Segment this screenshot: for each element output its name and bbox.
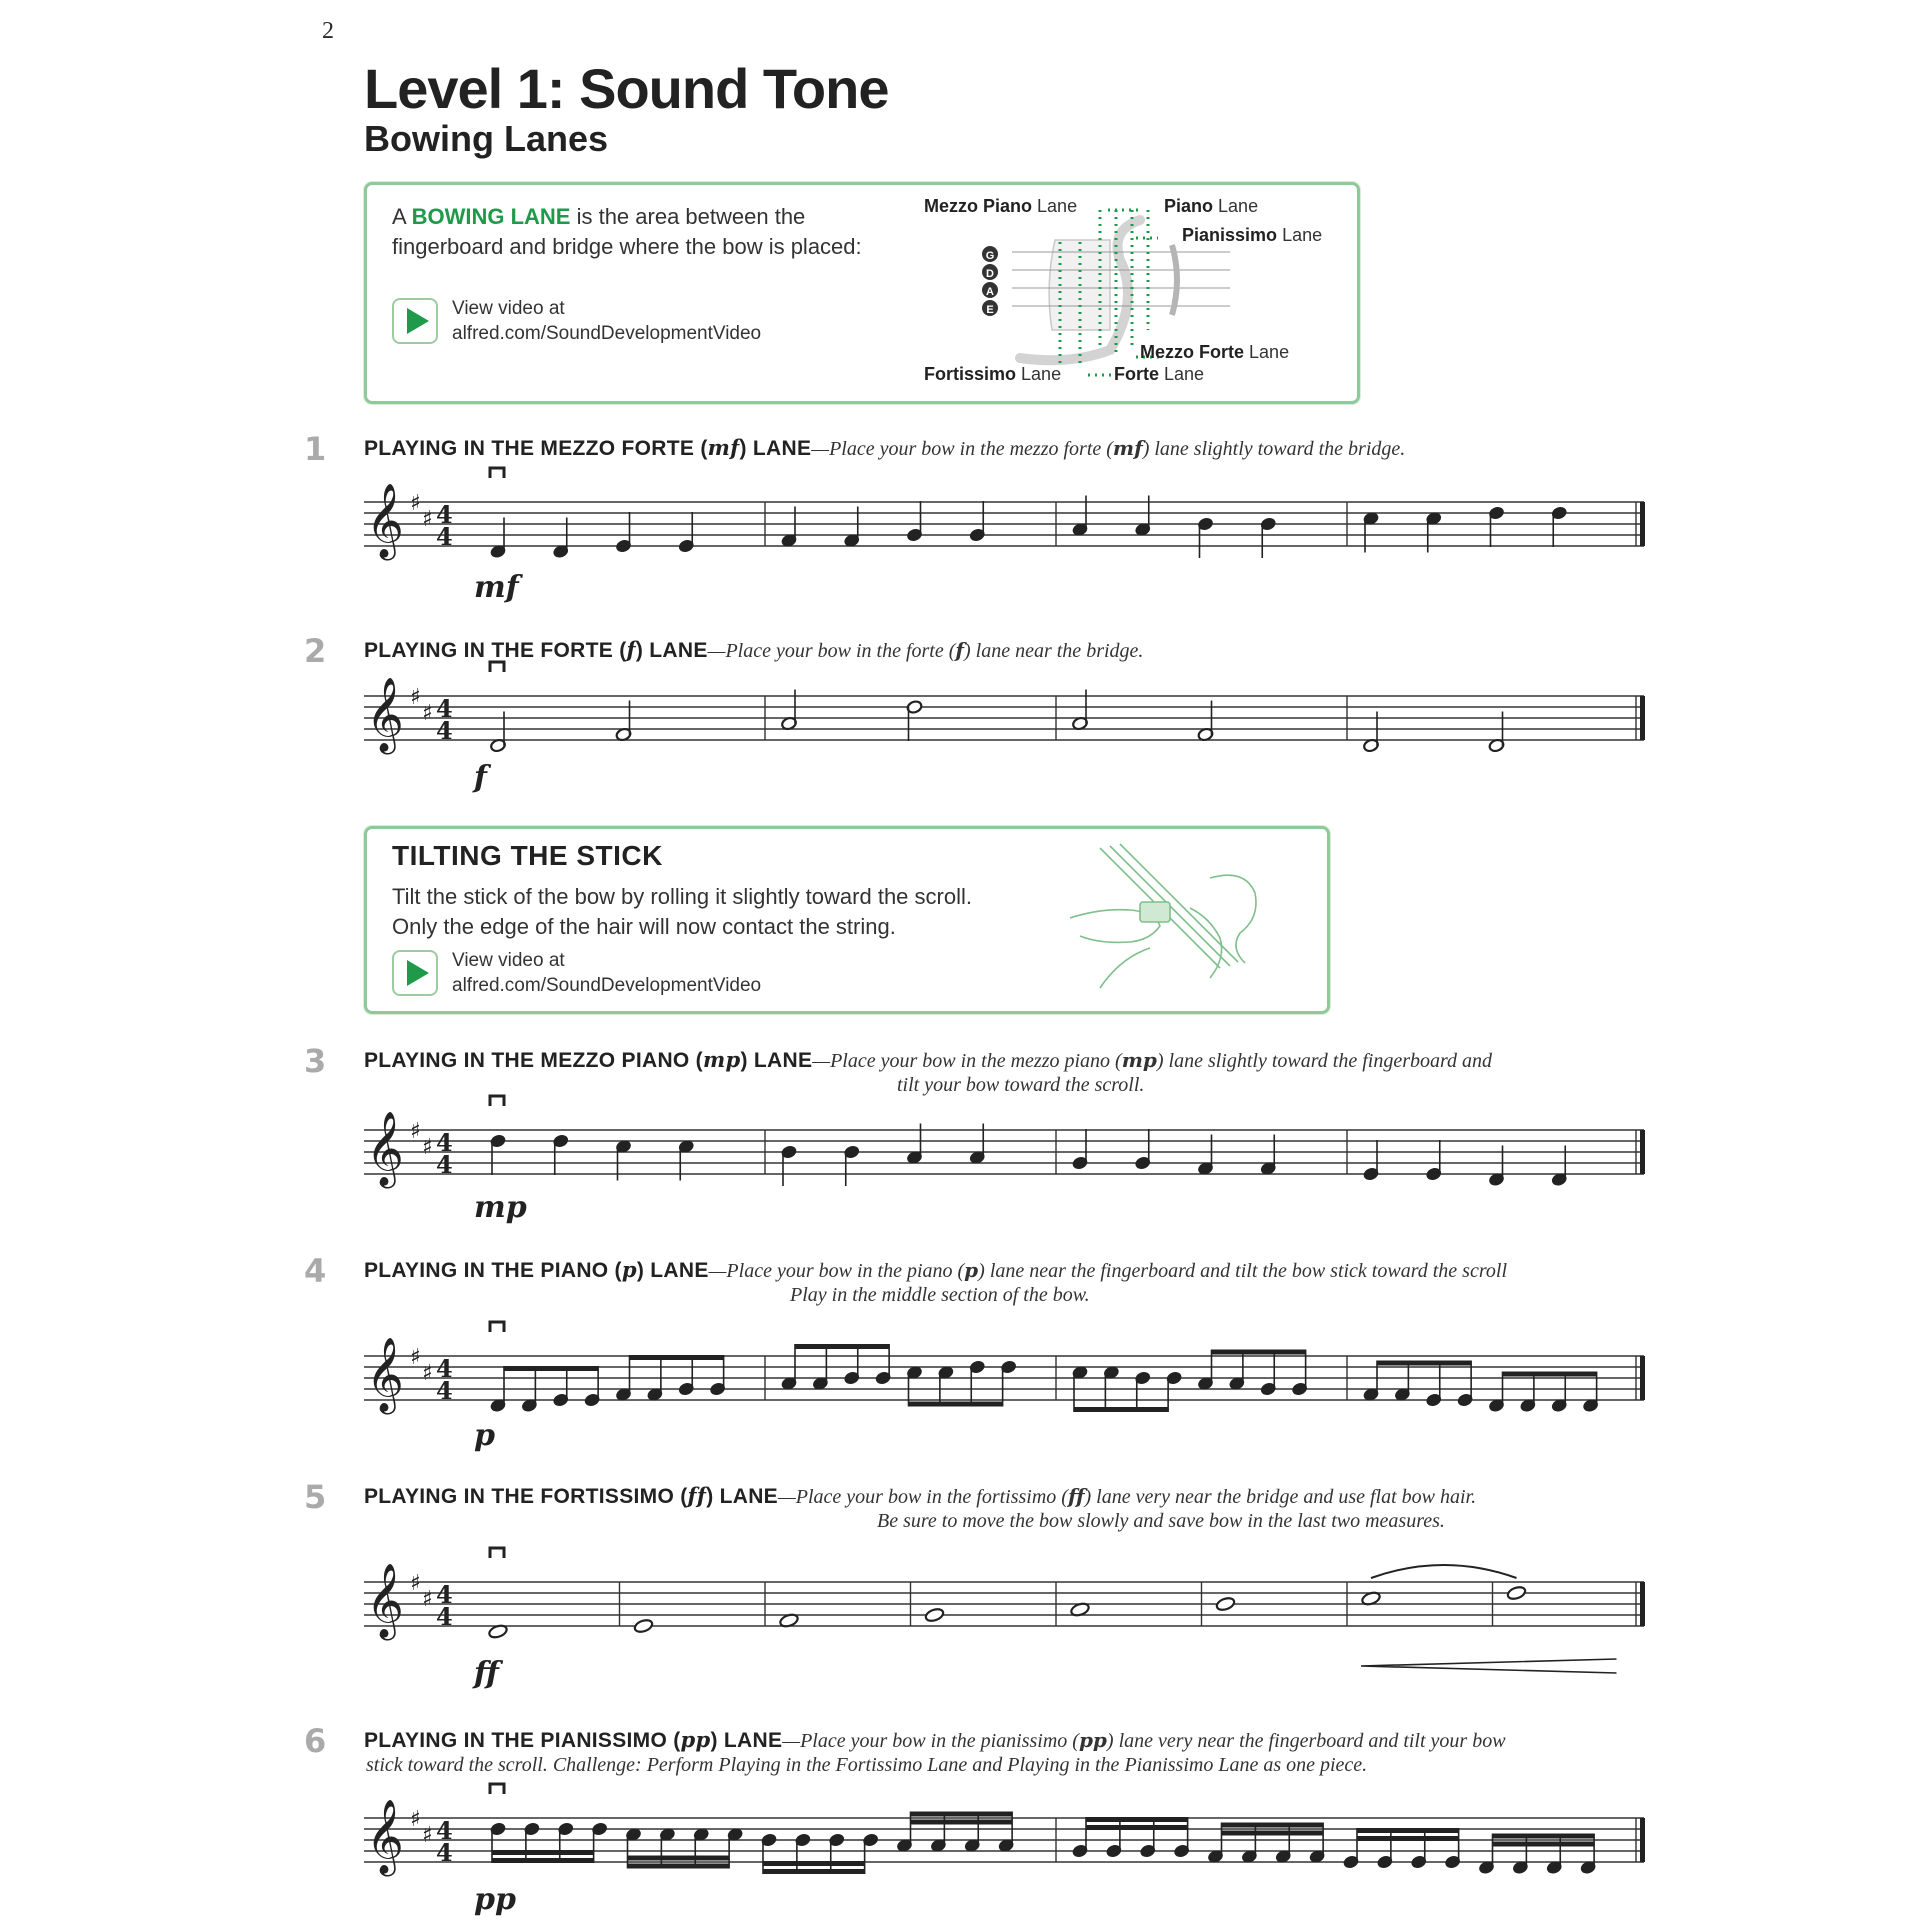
exercise-title: PLAYING IN THE FORTISSIMO ( [364, 1485, 688, 1508]
note-head [1215, 1596, 1235, 1612]
beam [1222, 1831, 1324, 1836]
beam [1357, 1836, 1459, 1841]
exercise-title: ) LANE [706, 1485, 778, 1508]
time-signature-top: 4 [436, 1816, 453, 1845]
beam [628, 1864, 730, 1869]
treble-clef-icon: 𝄞 [366, 1112, 404, 1186]
exercise-instruction: ) lane very near the fingerboard and tilt your bow [1106, 1730, 1506, 1752]
lane-label-forte: Forte Lane [1114, 364, 1205, 384]
sharp-icon: ♯ [422, 1823, 433, 1848]
page-title: Level 1: Sound Tone [364, 57, 889, 120]
definition-text: A [392, 204, 412, 229]
final-barline-thick [1640, 1356, 1645, 1400]
time-signature-bottom: 4 [436, 1602, 453, 1631]
dynamic-symbol: ff [687, 1483, 707, 1508]
final-barline-thick [1640, 502, 1645, 546]
dynamic-marking: f [474, 760, 487, 795]
note-head [1506, 1585, 1526, 1601]
sharp-icon: ♯ [422, 1361, 433, 1386]
exercise-instruction: —Place your bow in the pianissimo ( [782, 1730, 1079, 1752]
page-subtitle: Bowing Lanes [364, 118, 609, 159]
final-barline-thick [1640, 1130, 1645, 1174]
time-signature-top: 4 [436, 694, 453, 723]
exercise-title: ) LANE [740, 1049, 813, 1072]
staff-5 [364, 1548, 1645, 1673]
bowing-lane-term: BOWING LANE [411, 204, 571, 229]
time-signature-bottom: 4 [436, 1838, 453, 1867]
dynamic-symbol: pp [1078, 1728, 1107, 1752]
exercise-title: PLAYING IN THE MEZZO FORTE ( [364, 437, 708, 460]
exercise-instruction: —Place your bow in the mezzo forte ( [811, 438, 1113, 460]
exercise-number: 4 [304, 1252, 327, 1290]
staff-3 [364, 1096, 1645, 1189]
exercise-number: 2 [304, 632, 327, 670]
time-signature-top: 4 [436, 1354, 453, 1383]
beam [1222, 1823, 1324, 1828]
lane-label-pianissimo: Pianissimo Lane [1182, 225, 1323, 245]
staff-6 [364, 1784, 1645, 1877]
string-letter: G [985, 250, 995, 262]
dynamic-marking: pp [474, 1882, 516, 1917]
dynamic-symbol: mf [1112, 436, 1143, 460]
beam [1493, 1842, 1595, 1847]
time-signature-top: 4 [436, 500, 453, 529]
exercise-number: 5 [304, 1478, 327, 1516]
dynamic-symbol: mp [1121, 1048, 1157, 1072]
exercise-instruction: —Place your bow in the fortissimo ( [777, 1486, 1068, 1508]
dynamic-symbol: f [626, 637, 636, 662]
beam [1086, 1817, 1188, 1822]
sharp-icon: ♯ [410, 1345, 421, 1370]
page-number: 2 [322, 18, 334, 44]
exercise-instruction: ) lane near the bridge. [964, 640, 1144, 662]
exercise-instruction-line2: Be sure to move the bow slowly and save bow in the last two measures. [877, 1510, 1445, 1532]
exercise-instruction: ) lane slightly toward the fingerboard and [1156, 1050, 1493, 1072]
beam [628, 1856, 730, 1861]
staff-4 [364, 1322, 1645, 1415]
beam [911, 1812, 1013, 1817]
tilting-stick-line: Tilt the stick of the bow by rolling it slightly toward the scroll. [392, 884, 972, 909]
final-barline-thick [1640, 1818, 1645, 1862]
exercise-title: ) LANE [635, 639, 708, 662]
definition-text: fingerboard and bridge where the bow is placed: [392, 234, 862, 259]
beam [1357, 1828, 1459, 1833]
down-bow-icon [490, 1784, 504, 1794]
dynamic-marking: mf [474, 570, 519, 605]
beam [1377, 1361, 1471, 1366]
sharp-icon: ♯ [422, 1587, 433, 1612]
sharp-icon: ♯ [410, 1119, 421, 1144]
dynamic-symbol: mf [707, 435, 740, 460]
beam [492, 1850, 594, 1855]
beam [1074, 1407, 1168, 1412]
exercise-title: PLAYING IN THE PIANISSIMO ( [364, 1729, 681, 1752]
lane-label-mezzo-forte: Mezzo Forte Lane [1140, 342, 1290, 362]
final-barline-thick [1640, 1582, 1645, 1626]
staff-1 [364, 468, 1645, 561]
exercise-title: ) LANE [710, 1729, 783, 1752]
sharp-icon: ♯ [422, 507, 433, 532]
dynamic-symbol: p [964, 1258, 979, 1282]
down-bow-icon [490, 468, 504, 478]
string-letter: D [986, 268, 994, 280]
exercise-instruction: ) lane near the fingerboard and tilt the bow stick toward the scroll [978, 1260, 1507, 1282]
treble-clef-icon: 𝄞 [366, 678, 404, 752]
exercise-instruction: —Place your bow in the forte ( [707, 640, 956, 662]
time-signature-bottom: 4 [436, 1376, 453, 1405]
time-signature-bottom: 4 [436, 716, 453, 745]
beam [492, 1858, 594, 1863]
treble-clef-icon: 𝄞 [366, 1564, 404, 1638]
treble-clef-icon: 𝄞 [366, 484, 404, 558]
exercise-instruction-line2: tilt your bow toward the scroll. [897, 1074, 1145, 1096]
dynamic-symbol: pp [680, 1727, 711, 1752]
exercise-instruction: ) lane very near the bridge and use flat bow hair. [1084, 1486, 1477, 1508]
beam [1212, 1350, 1306, 1355]
lane-label-piano: Piano Lane [1164, 196, 1259, 216]
staff-2 [364, 662, 1645, 755]
exercise-number: 6 [304, 1722, 327, 1760]
sharp-icon: ♯ [410, 1807, 421, 1832]
beam [763, 1861, 865, 1866]
sharp-icon: ♯ [410, 685, 421, 710]
time-signature-bottom: 4 [436, 1150, 453, 1179]
video-link-label: View video at [452, 950, 565, 971]
treble-clef-icon: 𝄞 [366, 1338, 404, 1412]
decrescendo-icon [1361, 1659, 1617, 1673]
exercise-instruction-line2: Play in the middle section of the bow. [790, 1284, 1090, 1306]
sharp-icon: ♯ [422, 1135, 433, 1160]
beam [1086, 1825, 1188, 1830]
tie-icon [1371, 1565, 1517, 1578]
dynamic-marking: ff [474, 1656, 499, 1691]
exercise-title: PLAYING IN THE FORTE ( [364, 639, 627, 662]
beam [1493, 1834, 1595, 1839]
dynamic-symbol: p [621, 1257, 637, 1282]
exercise-number: 3 [304, 1042, 327, 1080]
exercise-number: 1 [304, 430, 327, 468]
dynamic-symbol: f [955, 638, 964, 662]
lane-label-fortissimo: Fortissimo Lane [924, 364, 1062, 384]
time-signature-top: 4 [436, 1580, 453, 1609]
video-link-url[interactable]: alfred.com/SoundDevelopmentVideo [452, 975, 762, 996]
definition-text: is the area between the [570, 204, 806, 229]
exercise-instruction: —Place your bow in the piano ( [708, 1260, 965, 1282]
dynamic-symbol: mp [702, 1047, 741, 1072]
beam [504, 1366, 598, 1371]
exercise-instruction: ) lane slightly toward the bridge. [1142, 438, 1406, 460]
beam [909, 1402, 1003, 1407]
dynamic-marking: mp [474, 1190, 527, 1225]
lane-label-mezzo-piano: Mezzo Piano Lane [924, 196, 1078, 216]
video-link-url[interactable]: alfred.com/SoundDevelopmentVideo [452, 323, 762, 344]
exercise-title: PLAYING IN THE PIANO ( [364, 1259, 622, 1282]
beam [630, 1355, 724, 1360]
beam [1503, 1372, 1597, 1377]
final-barline-thick [1640, 696, 1645, 740]
exercise-instruction-line2: stick toward the scroll. Challenge: Perform Playing in the Fortissimo Lane and Playing in the Pianissimo Lane as one piece. [366, 1754, 1368, 1776]
down-bow-icon [490, 1322, 504, 1332]
down-bow-icon [490, 1548, 504, 1558]
down-bow-icon [490, 1096, 504, 1106]
sharp-icon: ♯ [410, 1571, 421, 1596]
beam [763, 1869, 865, 1874]
down-bow-icon [490, 662, 504, 672]
tilting-stick-line: Only the edge of the hair will now contact the string. [392, 914, 896, 939]
treble-clef-icon: 𝄞 [366, 1800, 404, 1874]
time-signature-bottom: 4 [436, 522, 453, 551]
beam [795, 1344, 889, 1349]
tilting-stick-title: TILTING THE STICK [392, 840, 663, 871]
note-head [633, 1618, 653, 1634]
exercise-title: PLAYING IN THE MEZZO PIANO ( [364, 1049, 703, 1072]
string-letter: A [986, 286, 994, 298]
note-head [924, 1607, 944, 1623]
dynamic-symbol: ff [1067, 1484, 1085, 1508]
video-link-label: View video at [452, 298, 565, 319]
sharp-icon: ♯ [410, 491, 421, 516]
string-letter: E [986, 304, 994, 316]
exercise-title: ) LANE [739, 437, 812, 460]
dynamic-marking: p [474, 1418, 495, 1453]
sharp-icon: ♯ [422, 701, 433, 726]
exercise-title: ) LANE [636, 1259, 709, 1282]
exercise-instruction: —Place your bow in the mezzo piano ( [812, 1050, 1122, 1072]
beam [911, 1820, 1013, 1825]
time-signature-top: 4 [436, 1128, 453, 1157]
